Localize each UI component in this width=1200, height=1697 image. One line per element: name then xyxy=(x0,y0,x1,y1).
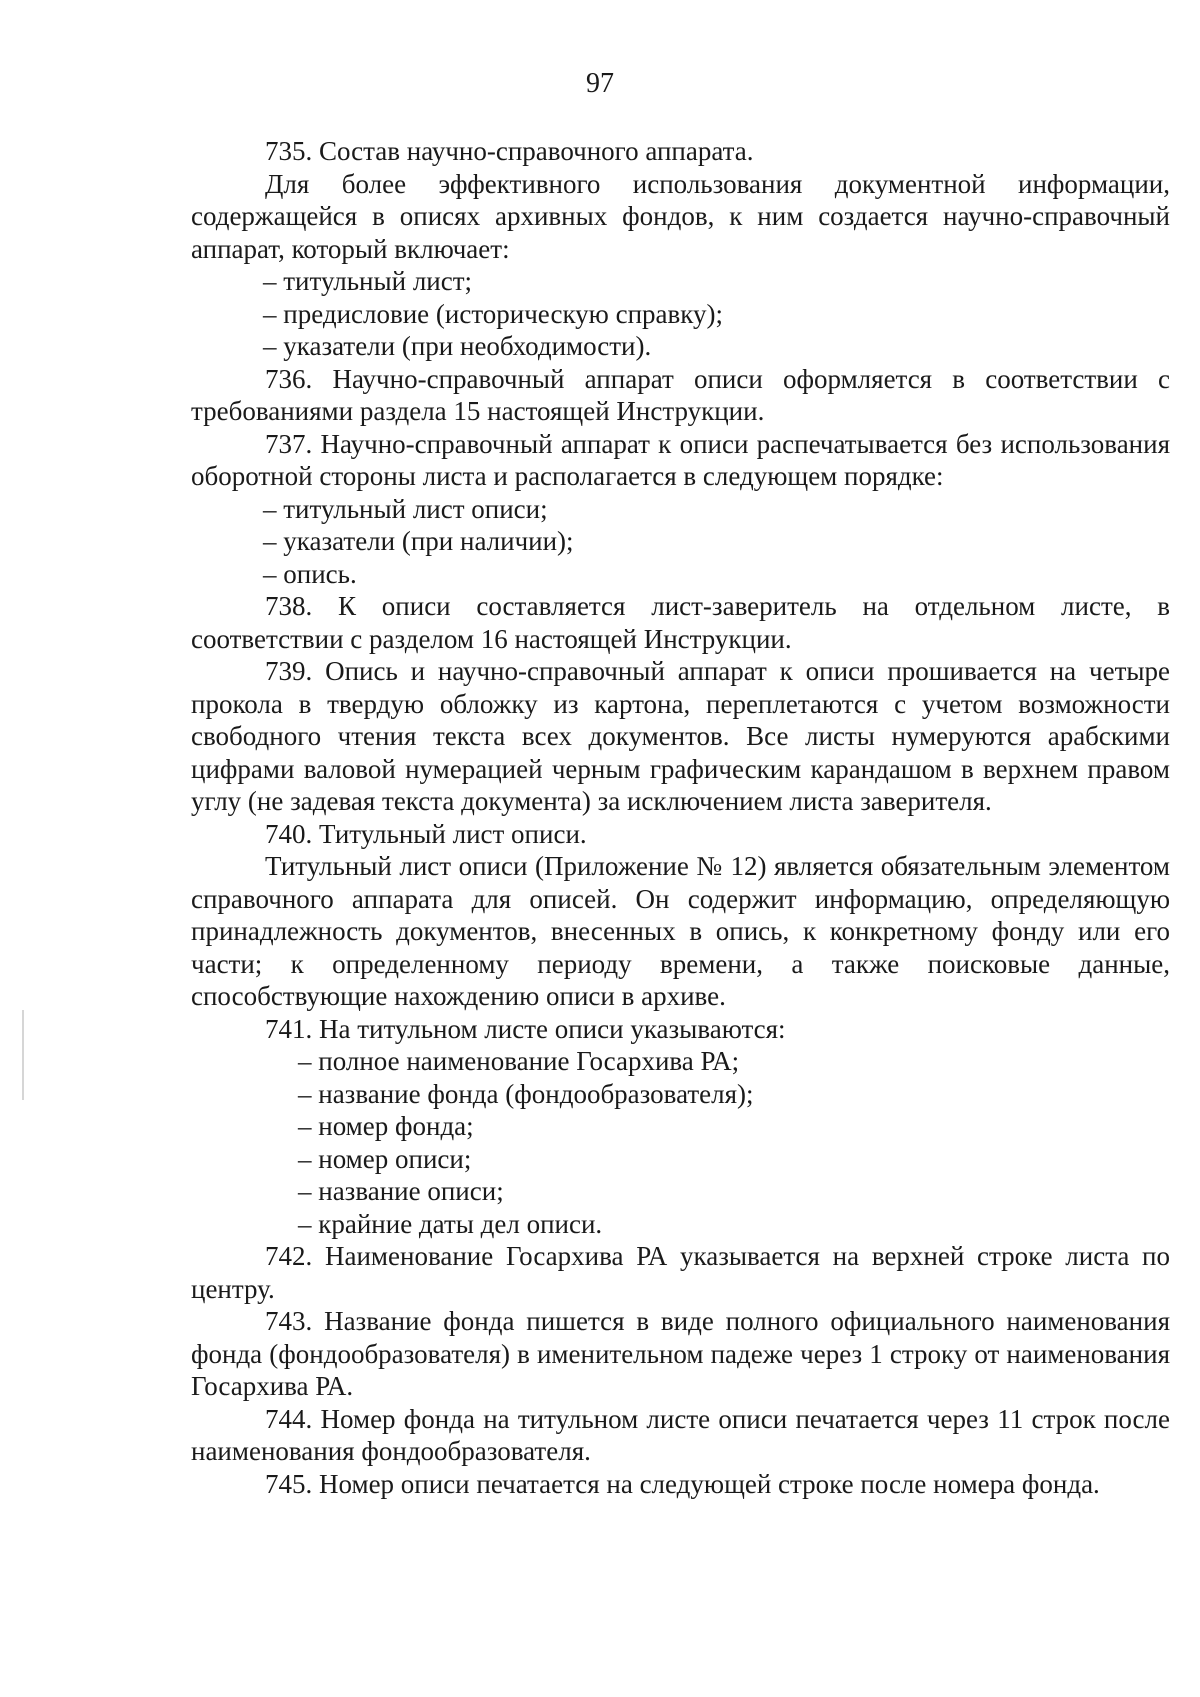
paragraph: 737. Научно-справочный аппарат к описи распечатывается без использования оборотной стороны листа и располагается в следующем порядке: xyxy=(191,428,1170,491)
paragraph: 744. Номер фонда на титульном листе описи печатается через 11 строк после наименования фондообразователя. xyxy=(191,1403,1170,1466)
paragraph: 745. Номер описи печатается на следующей строке после номера фонда. xyxy=(265,1468,1100,1499)
paragraph: 736. Научно-справочный аппарат описи оформляется в соответствии с требованиями раздела 15 настоящей Инструкции. xyxy=(191,363,1170,426)
list-item: – титульный лист описи; xyxy=(263,493,548,524)
list-item: – указатели (при необходимости). xyxy=(263,331,652,361)
paragraph: 735. Состав научно-справочного аппарата. xyxy=(265,136,754,166)
list-item: – номер описи; xyxy=(298,1143,472,1174)
paragraph: 743. Название фонда пишется в виде полного официального наименования фонда (фондообразователя) в именительном падеже через 1 строку от наименования Госархива РА. xyxy=(191,1306,1170,1401)
paragraph: Для более эффективного использования документной информации, содержащейся в описях архивных фондов, к ним создается научно-справочный аппарат, который включает: xyxy=(191,168,1170,264)
list-item: – опись. xyxy=(263,558,357,589)
list-item: – номер фонда; xyxy=(298,1111,474,1141)
page-number: 97 xyxy=(586,68,614,99)
paragraph: 738. К описи составляется лист-заверитель на отдельном листе, в соответствии с разделом 16 настоящей Инструкции. xyxy=(191,591,1170,654)
list-item: – титульный лист; xyxy=(263,266,473,296)
paragraph: 739. Опись и научно-справочный аппарат к описи прошивается на четыре прокола в твердую обложку из картона, переплетаются с учетом возможности свободного чтения текста всех документов. Все листы нумеруются арабскими цифрами валовой нумерацией черным графическим карандашом в верхнем правом углу (не задевая текста документа) за исключением листа заверителя. xyxy=(191,656,1170,816)
paragraph: 742. Наименование Госархива РА указывается на верхней строке листа по центру. xyxy=(191,1241,1170,1304)
paragraph: 741. На титульном листе описи указываются: xyxy=(265,1013,786,1044)
paragraph: Титульный лист описи (Приложение № 12) является обязательным элементом справочного аппарата для описей. Он содержит информацию, определяющую принадлежность документов, внесенных в опись, к конкретному фонду или его части; к определенному периоду времени, а также поисковые данные, способствующие нахождению описи в архиве. xyxy=(191,851,1170,1011)
document-body xyxy=(191,135,1170,1500)
list-item: – предисловие (историческую справку); xyxy=(263,298,723,329)
list-item: – крайние даты дел описи. xyxy=(298,1208,603,1239)
paragraph: 740. Титульный лист описи. xyxy=(265,818,587,849)
scan-edge-mark xyxy=(22,1010,24,1100)
list-item: – указатели (при наличии); xyxy=(263,526,574,556)
list-item: – название описи; xyxy=(298,1176,504,1206)
list-item: – название фонда (фондообразователя); xyxy=(298,1078,754,1109)
list-item: – полное наименование Госархива РА; xyxy=(298,1046,740,1076)
